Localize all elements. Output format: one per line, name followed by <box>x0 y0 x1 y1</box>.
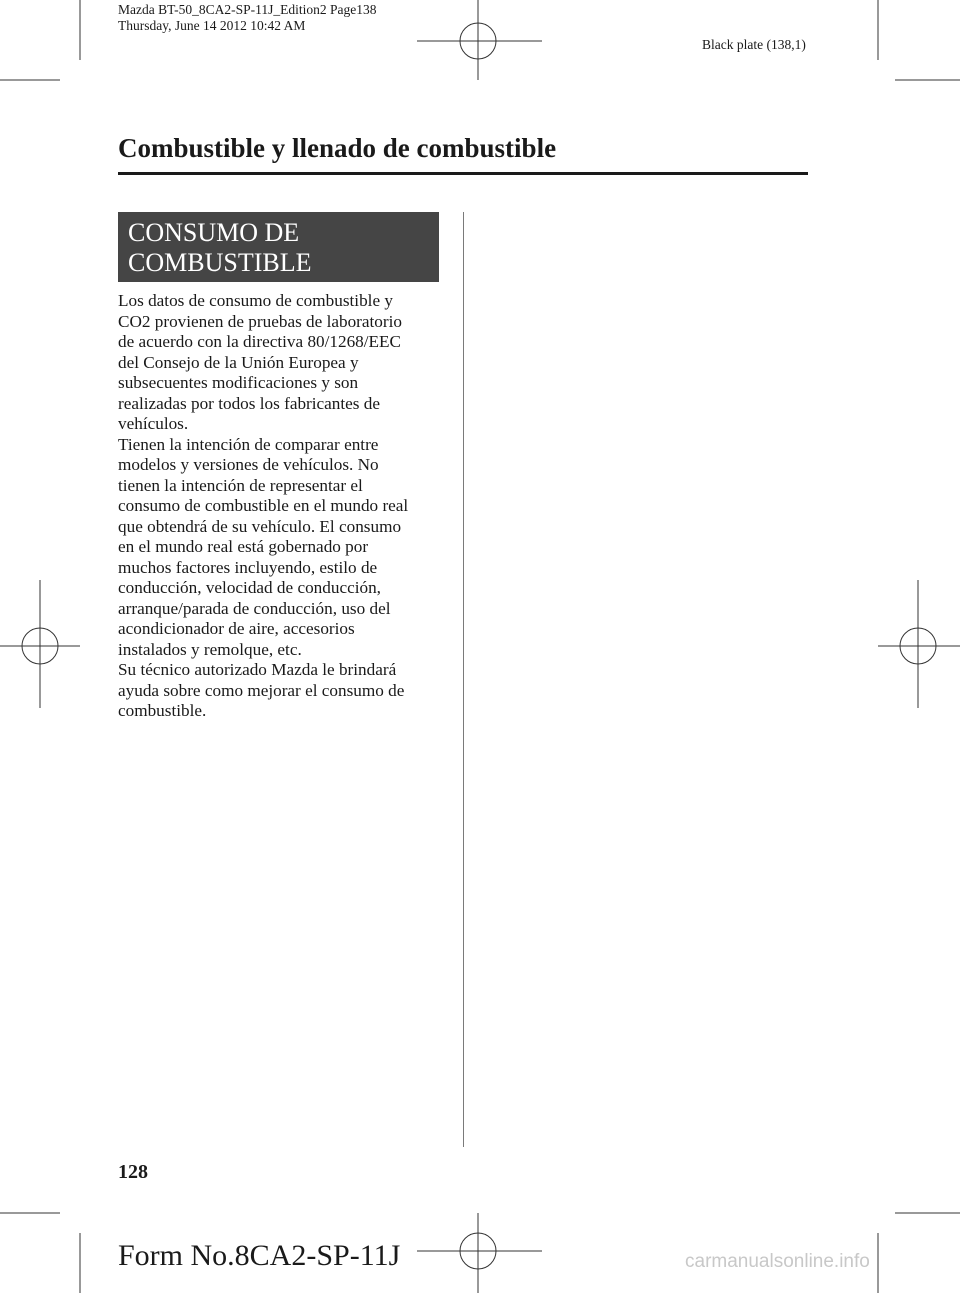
print-info-line: Thursday, June 14 2012 10:42 AM <box>118 18 306 33</box>
section-title-line: CONSUMO DE <box>128 218 300 247</box>
watermark-text: carmanualsonline.info <box>685 1251 870 1272</box>
page-title: Combustible y llenado de combustible <box>118 133 557 163</box>
body-line: realizadas por todos los fabricantes de <box>118 393 381 413</box>
body-line: vehículos. <box>118 414 189 433</box>
registration-mark-right <box>878 580 960 708</box>
body-line: acondicionador de aire, accesorios <box>118 619 355 638</box>
plate-info: Black plate (138,1) <box>702 37 806 52</box>
body-line: CO2 provienen de pruebas de laboratorio <box>118 311 402 331</box>
section-title-line: COMBUSTIBLE <box>128 248 312 277</box>
section-title <box>128 218 439 278</box>
print-info-line: Mazda BT-50_8CA2-SP-11J_Edition2 Page138 <box>118 2 377 17</box>
print-info <box>118 2 377 34</box>
body-line: Tienen la intención de comparar entre <box>118 434 379 454</box>
body-line: del Consejo de la Unión Europea y <box>118 352 359 372</box>
form-number: Form No.8CA2-SP-11J <box>118 1239 401 1272</box>
body-line: Los datos de consumo de combustible y <box>118 291 393 310</box>
section-header <box>118 212 439 282</box>
registration-mark-top <box>417 0 542 80</box>
registration-mark-bottom <box>417 1213 542 1293</box>
body-line: subsecuentes modificaciones y son <box>118 373 359 392</box>
body-line: ayuda sobre como mejorar el consumo de <box>118 680 405 700</box>
body-line: muchos factores incluyendo, estilo de <box>118 557 378 577</box>
heading-rule <box>118 172 808 175</box>
body-paragraph <box>118 291 448 722</box>
body-line: arranque/parada de conducción, uso del <box>118 598 391 618</box>
body-line: combustible. <box>118 701 207 720</box>
body-line: consumo de combustible en el mundo real <box>118 496 409 515</box>
body-line: tienen la intención de representar el <box>118 475 363 495</box>
body-line: que obtendrá de su vehículo. El consumo <box>118 516 402 536</box>
body-line: instalados y remolque, etc. <box>118 639 302 659</box>
registration-mark-left <box>0 580 80 708</box>
body-line: en el mundo real está gobernado por <box>118 537 369 556</box>
column-divider <box>463 212 464 1147</box>
body-line: conducción, velocidad de conducción, <box>118 578 381 597</box>
page-number: 128 <box>118 1161 148 1183</box>
body-line: de acuerdo con la directiva 80/1268/EEC <box>118 332 402 351</box>
body-line: Su técnico autorizado Mazda le brindará <box>118 660 397 679</box>
body-line: modelos y versiones de vehículos. No <box>118 455 379 474</box>
